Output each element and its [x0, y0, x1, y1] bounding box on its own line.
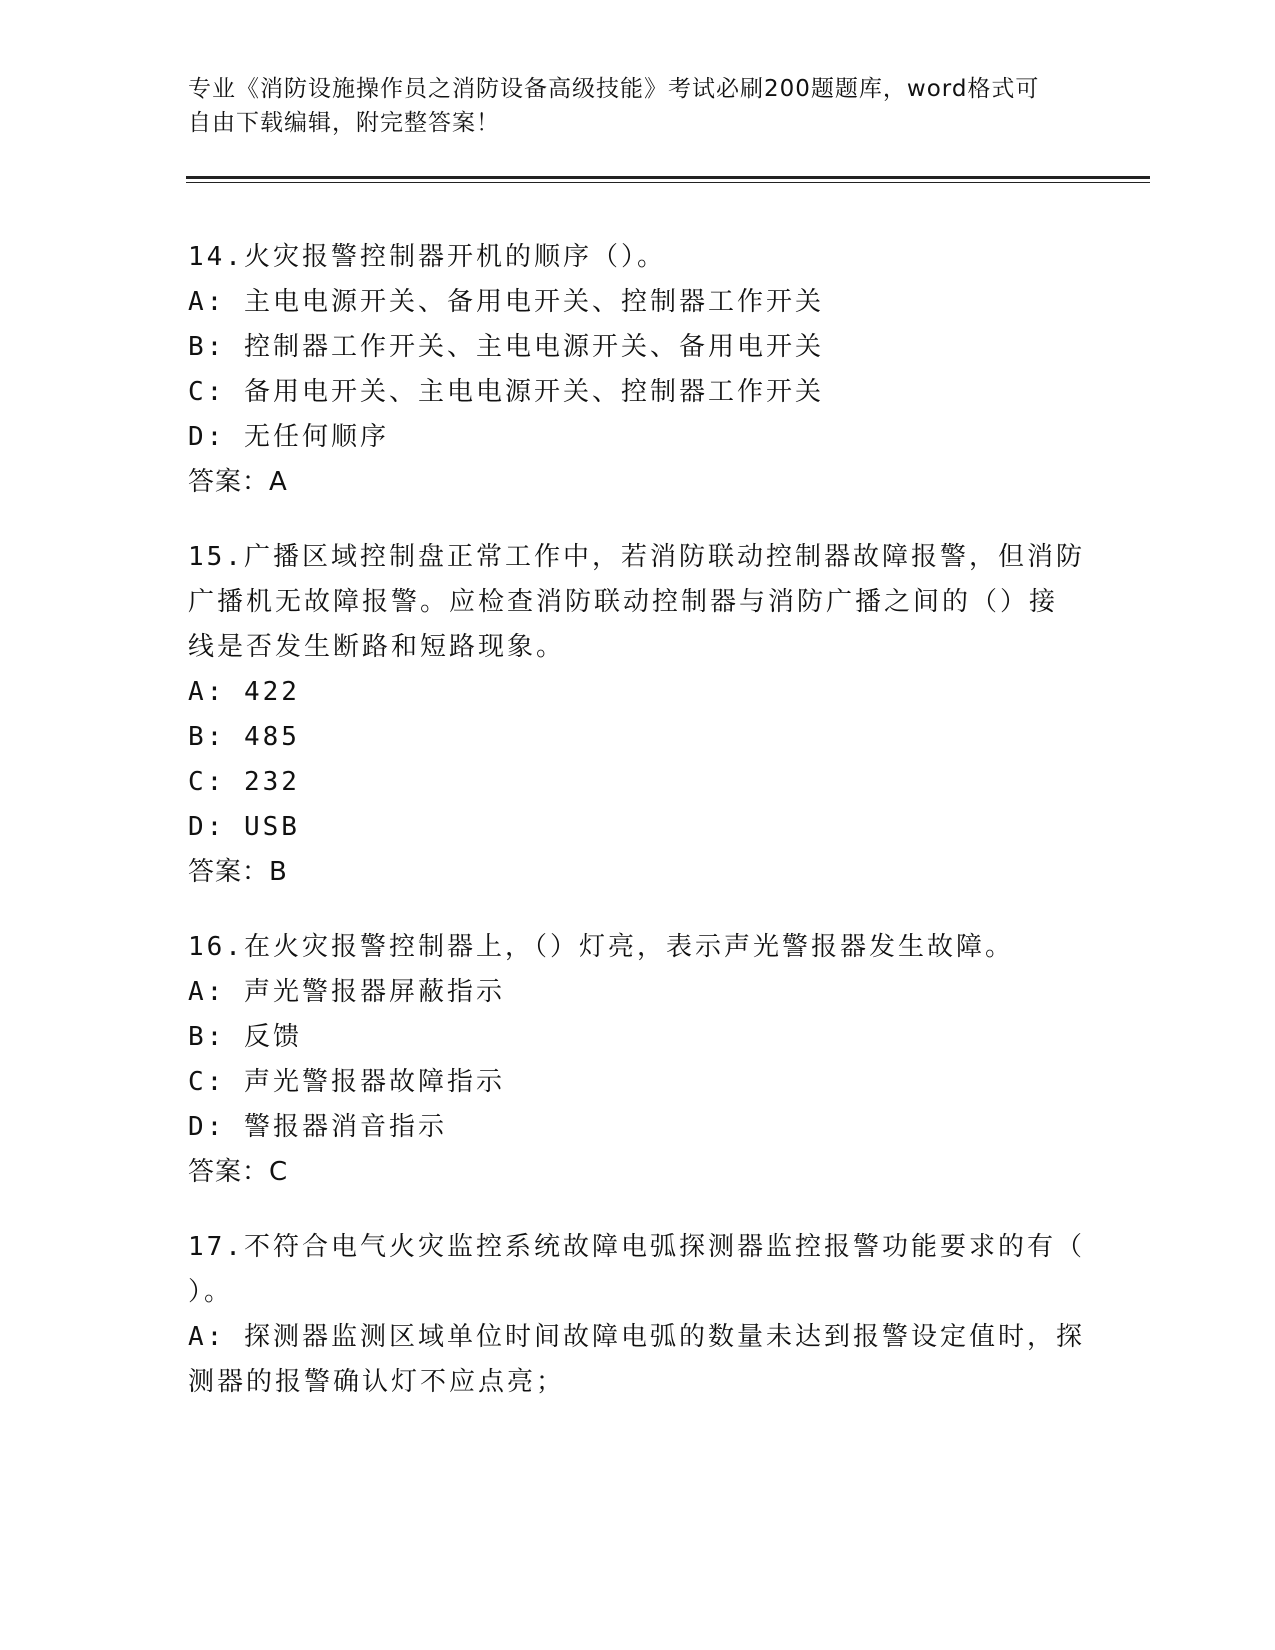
- question-stem-line-1: 17.不符合电气火灾监控系统故障电弧探测器监控报警功能要求的有（: [188, 1232, 1085, 1262]
- option-c: C: 备用电开关、主电电源开关、控制器工作开关: [188, 377, 824, 407]
- option-b: B: 反馈: [188, 1022, 302, 1052]
- option-c: C: 232: [188, 767, 300, 797]
- header-divider-thin: [186, 182, 1150, 183]
- question-14: [188, 235, 1088, 505]
- option-d: D: 无任何顺序: [188, 422, 389, 452]
- option-b: B: 控制器工作开关、主电电源开关、备用电开关: [188, 332, 824, 362]
- header-divider-thick: [186, 176, 1150, 179]
- option-d: D: USB: [188, 812, 300, 842]
- answer: 答案：A: [188, 467, 288, 497]
- option-a: A: 主电电源开关、备用电开关、控制器工作开关: [188, 287, 824, 317]
- question-stem-line-2: 广播机无故障报警。应检查消防联动控制器与消防广播之间的（）接: [188, 587, 1059, 617]
- question-stem-line-3: 线是否发生断路和短路现象。: [188, 632, 566, 662]
- question-list: [188, 235, 1088, 1435]
- question-17: [188, 1225, 1088, 1405]
- option-b: B: 485: [188, 722, 300, 752]
- option-a: A: 422: [188, 677, 300, 707]
- option-a: A: 声光警报器屏蔽指示: [188, 977, 505, 1007]
- question-stem-line-1: 15.广播区域控制盘正常工作中，若消防联动控制器故障报警，但消防: [188, 542, 1085, 572]
- option-d: D: 警报器消音指示: [188, 1112, 447, 1142]
- header-line-1: 专业《消防设施操作员之消防设备高级技能》考试必刷200题题库，word格式可: [188, 76, 1040, 102]
- option-a-line-1: A: 探测器监测区域单位时间故障电弧的数量未达到报警设定值时，探: [188, 1322, 1085, 1352]
- question-stem: 14.火灾报警控制器开机的顺序（）。: [188, 242, 666, 272]
- question-stem: 16.在火灾报警控制器上，（）灯亮，表示声光警报器发生故障。: [188, 932, 1014, 962]
- header-line-2: 自由下载编辑，附完整答案！: [188, 110, 500, 136]
- question-15: [188, 535, 1088, 895]
- question-16: [188, 925, 1088, 1195]
- document-header: [188, 72, 1068, 140]
- option-a-line-2: 测器的报警确认灯不应点亮；: [188, 1367, 566, 1397]
- question-stem-line-2: ）。: [188, 1277, 234, 1307]
- answer: 答案：C: [188, 1157, 289, 1187]
- option-c: C: 声光警报器故障指示: [188, 1067, 505, 1097]
- answer: 答案：B: [188, 857, 288, 887]
